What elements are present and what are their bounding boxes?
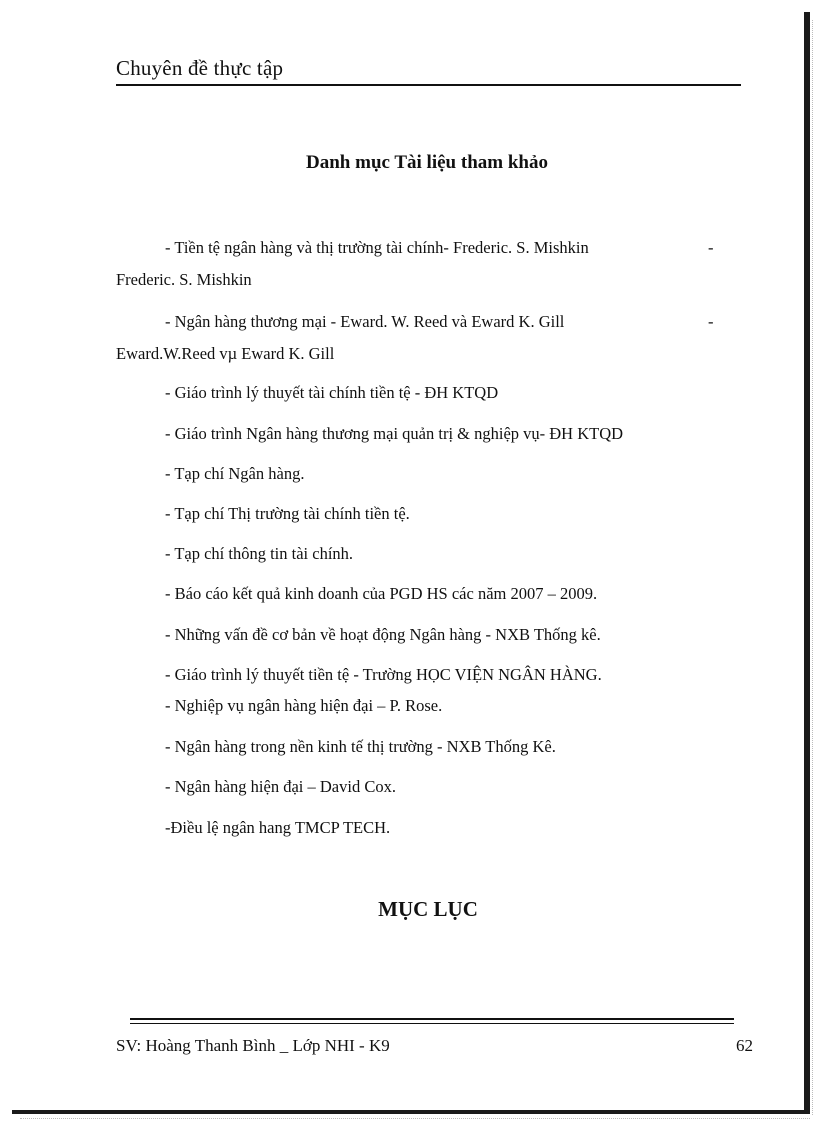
reference-10: - Giáo trình lý thuyết tiền tệ - Trường HỌC VIỆN NGÂN HÀNG. [165,665,602,684]
reference-2-line-1: - Ngân hàng thương mại - Eward. W. Reed và Eward K. Gill [165,312,565,331]
page-shadow-right [804,12,810,1114]
reference-1-line-2: Frederic. S. Mishkin [116,270,252,289]
reference-8: - Báo cáo kết quả kinh doanh của PGD HS các năm 2007 – 2009. [165,584,598,603]
reference-7: - Tạp chí thông tin tài chính. [165,544,354,563]
reference-6: - Tạp chí Thị trường tài chính tiền tệ. [165,504,410,523]
reference-2-line-2: Eward.W.Reed vµ Eward K. Gill [116,344,335,363]
references-heading: Danh mục Tài liệu tham khảo [306,152,548,173]
reference-12: - Ngân hàng trong nền kinh tế thị trường - NXB Thống Kê. [165,737,556,756]
table-of-contents-heading: MỤC LỤC [378,897,478,921]
reference-4: - Giáo trình Ngân hàng thương mại quản trị & nghiệp vụ- ĐH KTQD [165,424,624,443]
reference-1-dash: - [708,238,714,257]
reference-11: - Nghiệp vụ ngân hàng hiện đại – P. Rose. [165,696,443,715]
footer-rule-thick [130,1018,734,1020]
reference-3: - Giáo trình lý thuyết tài chính tiền tệ - ĐH KTQD [165,383,499,402]
header-rule [116,84,741,86]
page-header-title: Chuyên đề thực tập [116,56,284,80]
reference-2-dash: - [708,312,714,331]
reference-14: -Điều lệ ngân hang TMCP TECH. [165,818,391,837]
footer-page-number: 62 [736,1036,753,1055]
page-shadow-bottom [12,1110,810,1114]
reference-13: - Ngân hàng hiện đại – David Cox. [165,777,396,796]
footer-student-info: SV: Hoàng Thanh Bình _ Lớp NHI - K9 [116,1036,390,1055]
page-edge-dots-bottom [20,1118,810,1119]
reference-1-line-1: - Tiền tệ ngân hàng và thị trường tài chính- Frederic. S. Mishkin [165,238,589,257]
page-edge-dots-right [812,20,813,1115]
reference-9: - Những vấn đề cơ bản về hoạt động Ngân hàng - NXB Thống kê. [165,625,601,644]
reference-5: - Tạp chí Ngân hàng. [165,464,305,483]
footer-rule-thin [130,1023,734,1024]
